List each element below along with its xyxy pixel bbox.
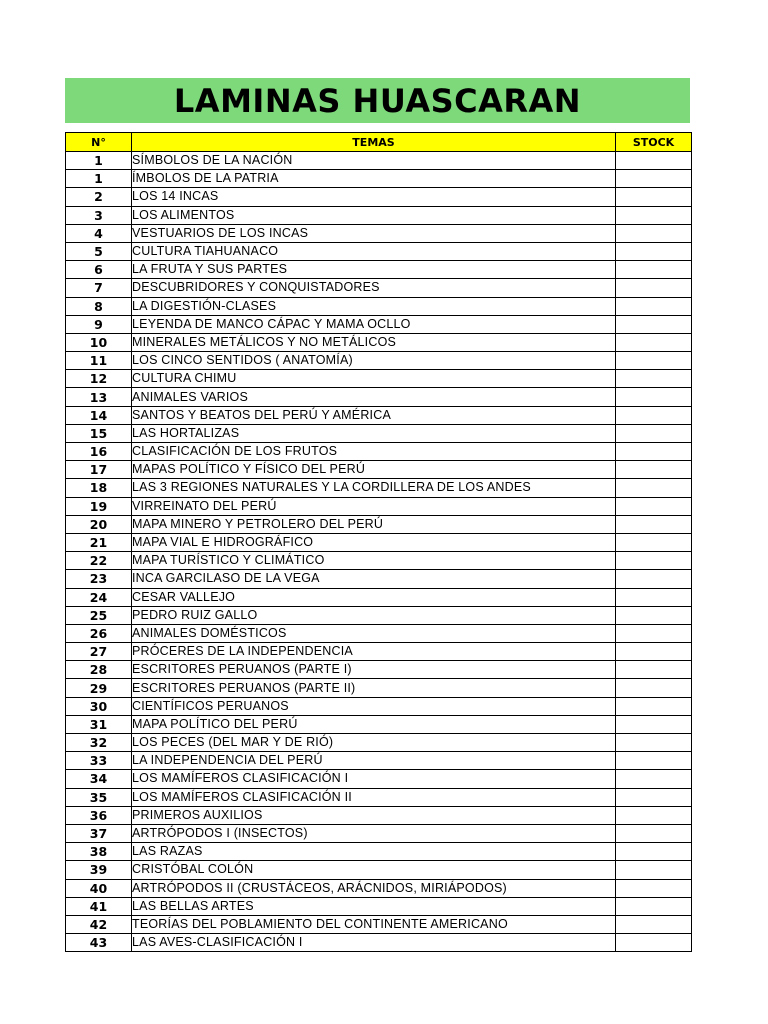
table-body [66, 152, 692, 952]
row-stock[interactable] [616, 934, 692, 952]
row-number: 11 [66, 352, 132, 370]
row-stock[interactable] [616, 679, 692, 697]
row-number: 25 [66, 606, 132, 624]
row-number: 6 [66, 261, 132, 279]
row-tema: CESAR VALLEJO [132, 588, 616, 606]
row-number: 23 [66, 570, 132, 588]
row-stock[interactable] [616, 897, 692, 915]
row-stock[interactable] [616, 333, 692, 351]
table-row [66, 588, 692, 606]
row-stock[interactable] [616, 406, 692, 424]
row-stock[interactable] [616, 624, 692, 642]
row-tema: MAPAS POLÍTICO Y FÍSICO DEL PERÚ [132, 461, 616, 479]
row-stock[interactable] [616, 806, 692, 824]
table-row [66, 697, 692, 715]
row-number: 42 [66, 915, 132, 933]
table-row [66, 170, 692, 188]
row-stock[interactable] [616, 170, 692, 188]
row-stock[interactable] [616, 879, 692, 897]
row-tema: CULTURA TIAHUANACO [132, 242, 616, 260]
table-row [66, 424, 692, 442]
row-number: 26 [66, 624, 132, 642]
row-tema: LOS MAMÍFEROS CLASIFICACIÓN II [132, 788, 616, 806]
table-row [66, 934, 692, 952]
row-stock[interactable] [616, 497, 692, 515]
row-tema: LAS 3 REGIONES NATURALES Y LA CORDILLERA DE LOS ANDES [132, 479, 616, 497]
row-stock[interactable] [616, 188, 692, 206]
table-row [66, 861, 692, 879]
table-row [66, 643, 692, 661]
row-tema: PRÓCERES DE LA INDEPENDENCIA [132, 643, 616, 661]
row-stock[interactable] [616, 788, 692, 806]
row-tema: LOS PECES (DEL MAR Y DE RIÓ) [132, 734, 616, 752]
row-number: 41 [66, 897, 132, 915]
row-tema: CLASIFICACIÓN DE LOS FRUTOS [132, 443, 616, 461]
row-number: 3 [66, 206, 132, 224]
table-row [66, 443, 692, 461]
row-tema: SÍMBOLOS DE LA NACIÓN [132, 152, 616, 170]
row-tema: LA INDEPENDENCIA DEL PERÚ [132, 752, 616, 770]
table-row [66, 879, 692, 897]
row-stock[interactable] [616, 533, 692, 551]
title-banner [65, 78, 690, 123]
row-tema: LAS HORTALIZAS [132, 424, 616, 442]
row-stock[interactable] [616, 734, 692, 752]
header-num: N° [66, 133, 132, 152]
row-stock[interactable] [616, 224, 692, 242]
table-row [66, 188, 692, 206]
table-row [66, 461, 692, 479]
row-stock[interactable] [616, 770, 692, 788]
table-row [66, 279, 692, 297]
row-tema: CRISTÓBAL COLÓN [132, 861, 616, 879]
table-row [66, 406, 692, 424]
table-header-row [66, 133, 692, 152]
table-row [66, 715, 692, 733]
row-tema: LOS CINCO SENTIDOS ( ANATOMÍA) [132, 352, 616, 370]
row-tema: SANTOS Y BEATOS DEL PERÚ Y AMÉRICA [132, 406, 616, 424]
table-row [66, 315, 692, 333]
row-tema: ESCRITORES PERUANOS (PARTE I) [132, 661, 616, 679]
table-row [66, 897, 692, 915]
row-stock[interactable] [616, 242, 692, 260]
row-number: 10 [66, 333, 132, 351]
row-tema: ÍMBOLOS DE LA PATRIA [132, 170, 616, 188]
row-number: 28 [66, 661, 132, 679]
row-stock[interactable] [616, 752, 692, 770]
row-number: 14 [66, 406, 132, 424]
row-tema: LAS AVES-CLASIFICACIÓN I [132, 934, 616, 952]
row-stock[interactable] [616, 552, 692, 570]
row-tema: PEDRO RUIZ GALLO [132, 606, 616, 624]
row-stock[interactable] [616, 861, 692, 879]
row-stock[interactable] [616, 388, 692, 406]
table-row [66, 224, 692, 242]
table-row [66, 788, 692, 806]
table-row [66, 843, 692, 861]
table-row [66, 515, 692, 533]
row-tema: LOS MAMÍFEROS CLASIFICACIÓN I [132, 770, 616, 788]
row-stock[interactable] [616, 152, 692, 170]
table-row [66, 552, 692, 570]
row-number: 37 [66, 824, 132, 842]
row-tema: CULTURA CHIMU [132, 370, 616, 388]
row-tema: VESTUARIOS DE LOS INCAS [132, 224, 616, 242]
row-stock[interactable] [616, 206, 692, 224]
table-row [66, 824, 692, 842]
row-number: 1 [66, 152, 132, 170]
row-number: 39 [66, 861, 132, 879]
row-number: 34 [66, 770, 132, 788]
table-row [66, 679, 692, 697]
row-number: 22 [66, 552, 132, 570]
row-number: 8 [66, 297, 132, 315]
row-number: 2 [66, 188, 132, 206]
row-number: 36 [66, 806, 132, 824]
row-tema: DESCUBRIDORES Y CONQUISTADORES [132, 279, 616, 297]
row-number: 30 [66, 697, 132, 715]
row-stock[interactable] [616, 297, 692, 315]
table-row [66, 388, 692, 406]
row-stock[interactable] [616, 279, 692, 297]
row-stock[interactable] [616, 661, 692, 679]
table-row [66, 624, 692, 642]
row-tema: ANIMALES VARIOS [132, 388, 616, 406]
row-number: 16 [66, 443, 132, 461]
row-number: 20 [66, 515, 132, 533]
row-tema: LEYENDA DE MANCO CÁPAC Y MAMA OCLLO [132, 315, 616, 333]
row-stock[interactable] [616, 915, 692, 933]
table-row [66, 533, 692, 551]
row-number: 38 [66, 843, 132, 861]
row-number: 27 [66, 643, 132, 661]
row-tema: LA FRUTA Y SUS PARTES [132, 261, 616, 279]
table-row [66, 261, 692, 279]
table-row [66, 333, 692, 351]
row-number: 24 [66, 588, 132, 606]
row-tema: ARTRÓPODOS II (CRUSTÁCEOS, ARÁCNIDOS, MIRIÁPODOS) [132, 879, 616, 897]
row-stock[interactable] [616, 352, 692, 370]
table-row [66, 479, 692, 497]
row-tema: MAPA MINERO Y PETROLERO DEL PERÚ [132, 515, 616, 533]
row-tema: LOS 14 INCAS [132, 188, 616, 206]
row-stock[interactable] [616, 570, 692, 588]
row-stock[interactable] [616, 443, 692, 461]
table-row [66, 497, 692, 515]
laminas-table [65, 132, 692, 952]
row-number: 4 [66, 224, 132, 242]
row-number: 21 [66, 533, 132, 551]
row-number: 12 [66, 370, 132, 388]
table-row [66, 734, 692, 752]
row-stock[interactable] [616, 824, 692, 842]
row-stock[interactable] [616, 424, 692, 442]
row-stock[interactable] [616, 515, 692, 533]
row-number: 18 [66, 479, 132, 497]
row-number: 13 [66, 388, 132, 406]
table-row [66, 297, 692, 315]
row-number: 19 [66, 497, 132, 515]
row-number: 32 [66, 734, 132, 752]
row-tema: PRIMEROS AUXILIOS [132, 806, 616, 824]
row-tema: CIENTÍFICOS PERUANOS [132, 697, 616, 715]
row-stock[interactable] [616, 261, 692, 279]
row-stock[interactable] [616, 461, 692, 479]
table-row [66, 752, 692, 770]
row-tema: ANIMALES DOMÉSTICOS [132, 624, 616, 642]
row-tema: VIRREINATO DEL PERÚ [132, 497, 616, 515]
row-number: 40 [66, 879, 132, 897]
row-stock[interactable] [616, 697, 692, 715]
row-tema: MINERALES METÁLICOS Y NO METÁLICOS [132, 333, 616, 351]
row-tema: MAPA POLÍTICO DEL PERÚ [132, 715, 616, 733]
row-tema: LAS RAZAS [132, 843, 616, 861]
table-row [66, 152, 692, 170]
row-number: 31 [66, 715, 132, 733]
row-number: 7 [66, 279, 132, 297]
row-stock[interactable] [616, 479, 692, 497]
row-tema: ARTRÓPODOS I (INSECTOS) [132, 824, 616, 842]
row-tema: LA DIGESTIÓN-CLASES [132, 297, 616, 315]
table-row [66, 242, 692, 260]
table-row [66, 915, 692, 933]
page-title: LAMINAS HUASCARAN [173, 81, 582, 120]
row-tema: LAS BELLAS ARTES [132, 897, 616, 915]
row-stock[interactable] [616, 588, 692, 606]
table-row [66, 770, 692, 788]
row-tema: TEORÍAS DEL POBLAMIENTO DEL CONTINENTE AMERICANO [132, 915, 616, 933]
row-number: 9 [66, 315, 132, 333]
row-tema: INCA GARCILASO DE LA VEGA [132, 570, 616, 588]
row-number: 15 [66, 424, 132, 442]
table-row [66, 661, 692, 679]
row-number: 43 [66, 934, 132, 952]
row-number: 1 [66, 170, 132, 188]
row-number: 5 [66, 242, 132, 260]
row-stock[interactable] [616, 643, 692, 661]
row-tema: MAPA VIAL E HIDROGRÁFICO [132, 533, 616, 551]
row-number: 33 [66, 752, 132, 770]
table-row [66, 606, 692, 624]
table-row [66, 352, 692, 370]
row-stock[interactable] [616, 370, 692, 388]
table-row [66, 206, 692, 224]
row-number: 35 [66, 788, 132, 806]
row-stock[interactable] [616, 606, 692, 624]
header-stock: STOCK [616, 133, 692, 152]
row-tema: ESCRITORES PERUANOS (PARTE II) [132, 679, 616, 697]
header-temas: TEMAS [132, 133, 616, 152]
row-number: 17 [66, 461, 132, 479]
table-row [66, 806, 692, 824]
row-stock[interactable] [616, 715, 692, 733]
row-tema: MAPA TURÍSTICO Y CLIMÁTICO [132, 552, 616, 570]
row-number: 29 [66, 679, 132, 697]
table-row [66, 570, 692, 588]
table-row [66, 370, 692, 388]
row-stock[interactable] [616, 315, 692, 333]
row-tema: LOS ALIMENTOS [132, 206, 616, 224]
row-stock[interactable] [616, 843, 692, 861]
